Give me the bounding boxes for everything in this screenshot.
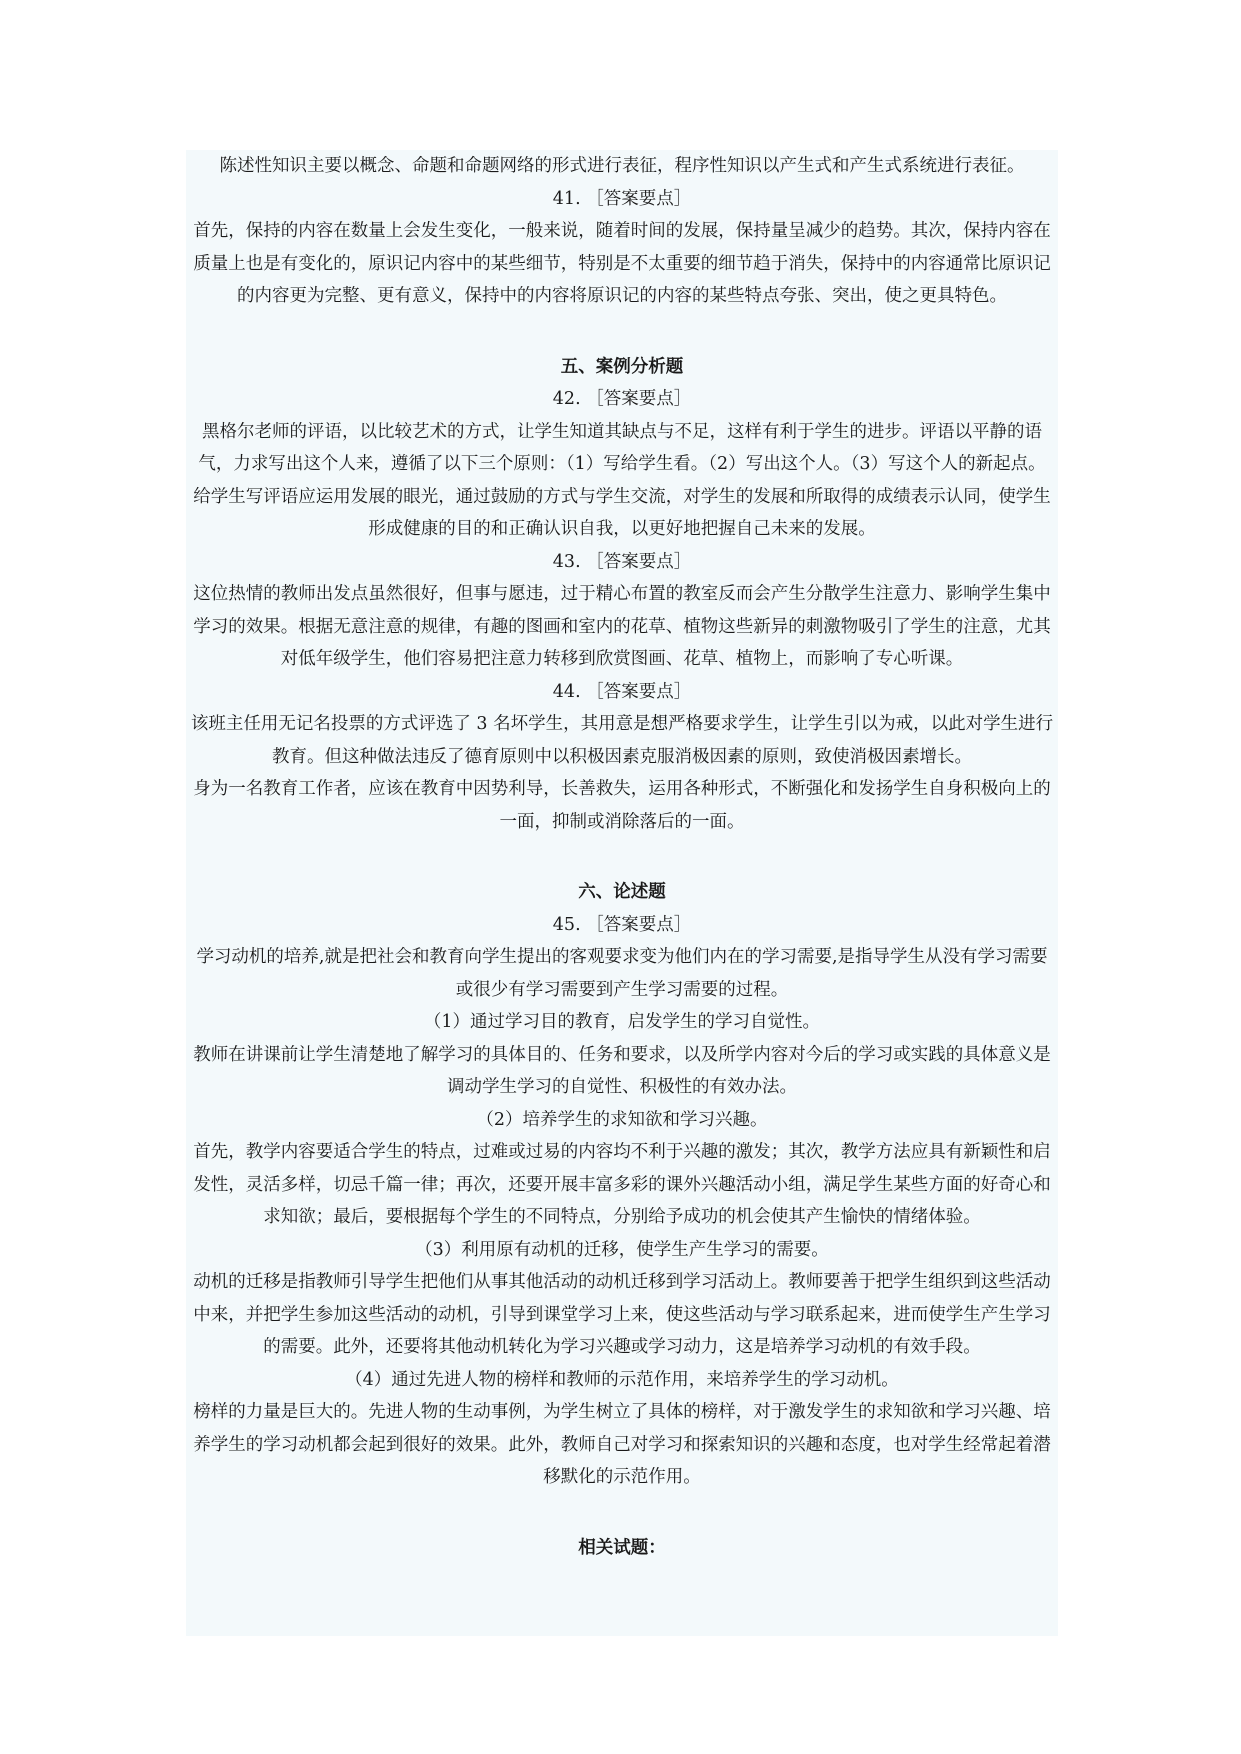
answer-43: 这位热情的教师出发点虽然很好，但事与愿违，过于精心布置的教室反而会产生分散学生注意力、影响学生集中学习的效果。根据无意注意的规律，有趣的图画和室内的花草、植物这些新异的刺激物吸引了学生的注意，尤其对低年级学生，他们容易把注意力转移到欣赏图画、花草、植物上，而影响了专心听课。 [193,584,1051,669]
answer-document [189,150,1055,1564]
question-41-heading: 41. ［答案要点］ [552,188,692,209]
answer-45-point4: （4）通过先进人物的榜样和教师的示范作用，来培养学生的学习动机。 [345,1369,899,1390]
answer-44-part1: 该班主任用无记名投票的方式评选了 3 名坏学生，其用意是想严格要求学生，让学生引以为戒，以此对学生进行教育。但这种做法违反了德育原则中以积极因素克服消极因素的原则，致使消极因素增长。 [190,714,1054,767]
answer-45-point4-text: 榜样的力量是巨大的。先进人物的生动事例，为学生树立了具体的榜样，对于激发学生的求知欲和学习兴趣、培养学生的学习动机都会起到很好的效果。此外，教师自己对学习和探索知识的兴趣和态度，也对学生经常起着潜移默化的示范作用。 [193,1402,1051,1487]
answer-44-part2: 身为一名教育工作者，应该在教育中因势利导，长善救失，运用各种形式，不断强化和发扬学生自身积极向上的一面，抑制或消除落后的一面。 [193,779,1051,832]
question-42-heading: 42. ［答案要点］ [552,389,692,409]
section-5-heading: 五、案例分析题 [560,356,684,377]
answer-45-intro: 学习动机的培养,就是把社会和教育向学生提出的客观要求变为他们内在的学习需要,是指导学生从没有学习需要或很少有学习需要到产生学习需要的过程。 [196,947,1048,1000]
section-6-heading: 六、论述题 [578,882,666,902]
question-45-heading: 45. ［答案要点］ [552,914,692,935]
question-43-heading: 43. ［答案要点］ [552,551,692,572]
answer-42-part2: 给学生写评语应运用发展的眼光，通过鼓励的方式与学生交流，对学生的发展和所取得的成绩表示认同，使学生形成健康的目的和正确认识自我，以更好地把握自己未来的发展。 [193,486,1051,539]
answer-45-point3-text: 动机的迁移是指教师引导学生把他们从事其他活动的动机迁移到学习活动上。教师要善于把学生组织到这些活动中来，并把学生参加这些活动的动机，引导到课堂学习上来，使这些活动与学习联系起来，进而使学生产生学习的需要。此外，还要将其他动机转化为学习兴趣或学习动力，这是培养学习动机的有效手段。 [193,1272,1051,1357]
answer-42-part1: 黑格尔老师的评语，以比较艺术的方式，让学生知道其缺点与不足，这样有利于学生的进步。评语以平静的语气，力求写出这个人来，遵循了以下三个原则：（1）写给学生看。（2）写出这个人。（3）写这个人的新起点。 [198,421,1046,474]
answer-45-point1-text: 教师在讲课前让学生清楚地了解学习的具体目的、任务和要求，以及所学内容对今后的学习或实践的具体意义是调动学生学习的自觉性、积极性的有效办法。 [193,1044,1051,1097]
related-questions-heading: 相关试题： [578,1537,666,1558]
answer-45-point1: （1）通过学习目的教育，启发学生的学习自觉性。 [423,1012,821,1032]
question-44-heading: 44. ［答案要点］ [552,681,692,702]
paragraph-declarative-knowledge: 陈述性知识主要以概念、命题和命题网络的形式进行表征，程序性知识以产生式和产生式系统进行表征。 [219,156,1025,176]
answer-45-point3: （3）利用原有动机的迁移，使学生产生学习的需要。 [415,1239,829,1260]
answer-45-point2: （2）培养学生的求知欲和学习兴趣。 [476,1109,768,1130]
answer-45-point2-text: 首先，教学内容要适合学生的特点，过难或过易的内容均不利于兴趣的激发；其次，教学方法应具有新颖性和启发性，灵活多样，切忌千篇一律；再次，还要开展丰富多彩的课外兴趣活动小组，满足学生某些方面的好奇心和求知欲；最后，要根据每个学生的不同特点，分别给予成功的机会使其产生愉快的情绪体验。 [193,1142,1051,1227]
answer-41: 首先，保持的内容在数量上会发生变化，一般来说，随着时间的发展，保持量呈减少的趋势。其次，保持内容在质量上也是有变化的，原识记内容中的某些细节，特别是不太重要的细节趋于消失，保持中的内容通常比原识记的内容更为完整、更有意义，保持中的内容将原识记的内容的某些特点夸张、突出，使之更具特色。 [193,221,1051,306]
